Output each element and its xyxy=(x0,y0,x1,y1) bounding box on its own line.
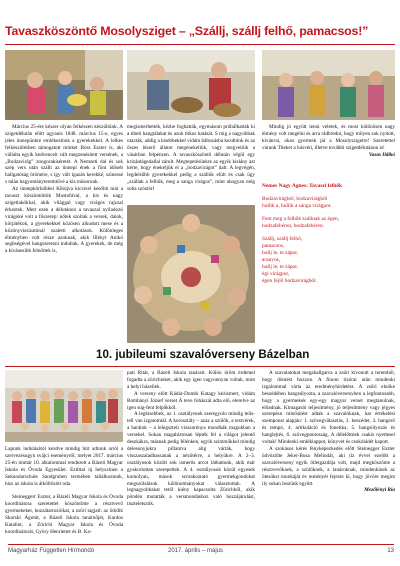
poem-line: pamacsos, xyxy=(262,243,285,249)
footer-publication: Magyarház Független Hírmondó xyxy=(8,548,95,554)
footer-issue-date: 2017. április – május xyxy=(168,548,224,554)
article-title: Tavaszköszöntő Mosolysziget – „Szállj, szállj felhő, pamacsos!” xyxy=(5,24,369,38)
page-footer xyxy=(8,544,394,559)
poem-line: égen fejlő bodzavirágból. xyxy=(262,278,317,284)
article-b-column-2 xyxy=(127,370,255,542)
photo-group-contestants xyxy=(5,370,123,442)
poem-line: hullik a, hullik a sánga virágpor. xyxy=(262,203,332,209)
photo-singing-group xyxy=(262,50,395,120)
poem-line: Bodzavirágból, bodzavirágból xyxy=(262,196,328,202)
paragraph: A szavalatokat megahallgatva a zsűri kivonult a teremből, hogy döntést hozzon. A finom tízórai után mindenki izgalommal várta az eredményhirdetést. A zsűri elnöke beszédében hangsúlyozta, a szavalóversenyben a legfontosabb, hogy a gyermekek egy-egy magyar verset megtanulnak, előadnak. Kimagasló teljesítmény, jó teljesítmény vagy jégyes szerepésn minősítést adtak a szavalóknak, hat értékelési szemponst alapján: 1. szövegválasztás, 2. beszédet, 3. hangerő és tempó, 4. artikuláció és fonetika, 5. hangsúlyozás és hanglejtés, 6. szövegpontosság. A délelőttnek csakis nyertesei voltak! Mindenki emléklappot, könyvet és csokoládét kapott. xyxy=(262,370,395,446)
section-title: 10. jubileumi szavalóverseny Bázelban xyxy=(96,348,310,361)
article-b-column-1 xyxy=(5,494,123,542)
paragraph: A verseny előtt Kádár-Dombi Katagy kézismert, vidám Romhányi József verset Á teve fohászát adta elő, elerelve az igen súg-fent felpőkkól. xyxy=(127,390,255,411)
photo-children-tambourine xyxy=(5,50,123,120)
paragraph: Március 25-ére készer olyan felkészen készültünk. A szigetdélután előtt ugyanis 1848. március 15-e, egyes jeles ünnepünkre emlékeztünk a gyerekekkel. A lelkes felkészülésben támogatott minket Bóra Eszter is, aki vállalta egyik kedvenceit vált megzenésített versének, a „Bodzavirág” zongorakíséretét. A Nemzeti dal és sok szép vers után szállt az ünnepi ének a fönt időseb hallgatóság örömére, s így vált igazán kerekké, színessé s talán hagyományteremtővé a kis műsorunk. xyxy=(5,124,123,186)
paragraph: Steineggerr Eszter, a Bázeli Magyar Iskola és Óvoda koordinátora szeretettel köszöntötte a résztvevő gyermekeket, hozzátartozóikat, a zsűri tagjait: az ötödik Skorski Ágotát, a Bázeli Iskola tanárnőjét, Kardos Katalint, a Zürichi Magyar Iskola és Óvoda koordinátorát, Györy Henriettet és B. Ka- xyxy=(5,494,123,535)
article-intro: Lapunk indulásától kezdve mindig hírt adtunk arról a szervezésugyn svájci eseményről, melyet 2017. március 25-én immár 10. alkalommal rendezett a Bázeli Magyar Iskola és Óvoda Egyesület. Eztíttal új helyszínen a Sekundarschule Sandgruben termében tallálkoztunk, hisz az iskola is átköltözött oda. xyxy=(5,446,123,487)
poem-line: égi virágpor, xyxy=(262,271,290,277)
author-signature: Mezőlényi Ria xyxy=(364,487,395,494)
poem-heading: Nemes Nagy Ágnes: Tavaszi felhők xyxy=(262,183,342,189)
section-rule xyxy=(5,366,395,367)
article-column-3 xyxy=(262,124,395,180)
poem-block xyxy=(262,183,395,343)
footer-page-number: 13 xyxy=(387,548,394,554)
poem-line: bodzafehéren, bodzafehéren. xyxy=(262,223,325,229)
photo-hand-drums xyxy=(127,50,255,120)
title-rule xyxy=(5,44,395,45)
article-b-column-3 xyxy=(262,370,395,542)
poem-line: Szállj, szállj felhő, xyxy=(262,236,303,242)
poem-line: hullj le, te zápor, xyxy=(262,264,299,270)
paragraph: Mindig jó együtt lenni veletek, és most különösen nagy élmény volt megélni és arra rádbredni, hogy milyen sok nyitott, kíváncsi, okos gyermek jár a Mosolyszigetre! Szeretettel várunk Titeket a húsvéti, illetve további szigetdélutánon is! xyxy=(262,124,395,151)
paragraph: Az ünnepkörhöbbel Kibújva kicsivel később már a tavaszt köszöntöttük Mustofával, a kis és nagy szigetlakókkal, akik világgal vagy virágos rajzzal érkeztek. Mert ezen a délutánon a tavaszal nyiladozó virágoké volt a főszerep: nőtek szoltak a versek, dalok, körjátékok, a gyerekekkel közösen alkudott mese és a közönyvissizatúnál szaletti alkotások. Különleges élményben volt része azoknak, akik Illényt Anikó segítségével hangszerezni indultak. A gyerekek, de még a kívánesibb felnőttek is, xyxy=(5,186,123,255)
paragraph: pati Ritát, a Bázeli Iskola tanárait. Külön öröm érdemel fogadta a zürichieket, akik egy igen vagyonnyan voltak, mint a helyi bázeliek. xyxy=(127,370,255,390)
poem-line: aranyos, xyxy=(262,257,281,263)
article-column-2 xyxy=(127,124,255,202)
poem-line: hullj le, te zápor, xyxy=(262,250,299,256)
poem-line: Fent meg a felhők szállnak az égen, xyxy=(262,216,340,222)
paragraph: A legkisebbek, az 1. osztályosok szeregyolo mindig telis-tell van izgatomtál. A korosztály – azaz a szülők, a testvérek, a barátok – a lelegszteit vízszorénya mondhák magukban a versekel. Sokan magabiztosan lépték fel a világot jelentő deszkákra, másnak pedig félénken, egyik szimmükkel mindig delesonyjukra pillantva alig várták, hogy visszaszaladhassanak a nézőtérre, a helyükre. A 2–3. osztályosok között sok ismerős arcot láthattunk, akik már gyakorlottan szerepeltek. A 4. osztályosok közül egyesek komolyan, mások szórakoztató gyermekgondokat megszólalásuk különutmányokat választottak. A legnagyobbakat tetől kiény kapacsolta Zürichből, akik pöndén mutatták a versmondáshoz való hozzájárulást, tiszteletsztik. xyxy=(127,411,255,508)
photo-children-circle xyxy=(127,205,255,343)
author-signature: Vasas Ildikó xyxy=(368,151,395,158)
paragraph: A szokásos kérés fényképezkedés előtt Steinegger Eszter üdvözölte Jeker-Busa Melindát, aki tíz évvel ezelőtt a szavalóverseny egyik ötletgazdája volt, majd megköszönte a résztvevőknek, a szülőknek, a tanároknak, mindenkinek az ötesükst munkáját és reményét fejezte ki, hogy jövőre megint ily sokan leszünk együtt. xyxy=(262,445,395,487)
paragraph: megismerhették, kézbe foghatták, egymásom próbálhatták ki a tibeti hangtálakat és azok titkos hatását. S mig a nagyobbak utazták, addig a kisebbekkel vidám bábozásba kezdtünk és az őszes lézerő állatot megénekeltük, vagy megvetiük a vásárban felpénzen. A tavaszköszöntő délután végül egy krizántágedallal zárult. Megtepetésünkre az egyik kislány azt kérte, hogy énekeljük el a „bodzavirágot” dalt. A legvégén, legdelsőbb gyerekekkel pedig a szállók elült és csak úgy „szállak a felhők, meg a sanga virágos”, mint ahogyan még soha szóztörl xyxy=(127,124,255,193)
article-column-1 xyxy=(5,124,123,344)
